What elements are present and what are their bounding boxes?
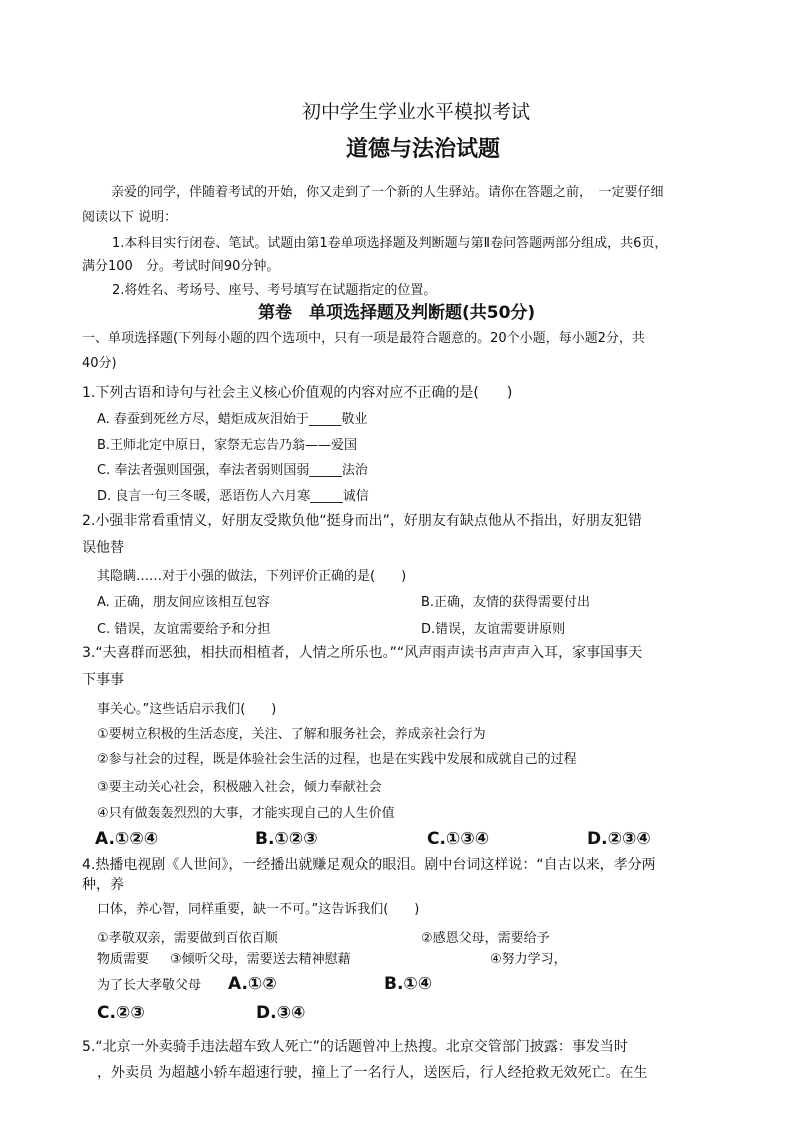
q4-option-c: C.②③ — [97, 1003, 145, 1023]
q5-stem-line-1: 5.“北京一外卖骑手违法超车致人死亡”的话题曾冲上热搜。北京交管部门披露：事发当时 — [82, 1039, 628, 1055]
q1-option-c: C. 奉法者强则国强，奉法者弱则国弱_____法治 — [97, 463, 368, 478]
q4-statement-2: ②感恩父母，需要给予 — [421, 931, 550, 946]
q3-option-d: D.②③④ — [587, 829, 651, 849]
q1-option-b: B.王师北定中原日，家祭无忘告乃翁——爱国 — [97, 438, 358, 453]
q1-option-a: A. 春蚕到死丝方尽，蜡炬成灰泪始于_____敬业 — [97, 412, 368, 427]
q4-statement-4: ④努力学习， — [490, 952, 567, 967]
q4-option-d: D.③④ — [256, 1003, 306, 1023]
q2-stem-line-1: 2.小强非常看重情义，好朋友受欺负他“挺身而出”，好朋友有缺点他从不指出，好朋友犯错 — [82, 513, 642, 529]
q3-statement-1: ①要树立积极的生活态度，关注、了解和服务社会，养成亲社会行为 — [97, 727, 486, 742]
q3-option-a: A.①②④ — [95, 829, 159, 849]
q3-option-c: C.①③④ — [427, 829, 490, 849]
q3-stem-line-1: 3.“夫喜群而恶独，相扶而相植者，人情之所乐也。”“风声雨声读书声声声入耳，家事国事天 — [82, 645, 643, 661]
q1-option-d: D. 良言一句三冬暖，恶语伤人六月寒_____诚信 — [97, 489, 369, 504]
note-1-line-2: 满分100 分。考试时间90分钟。 — [82, 259, 280, 274]
note-2: 2.将姓名、考场号、座号、考号填写在试题指定的位置。 — [112, 283, 437, 298]
q2-option-a: A. 正确，朋友间应该相互包容 — [97, 595, 270, 610]
q4-statement-2-continued: 物质需要 — [97, 952, 150, 967]
q4-statement-3: ③倾听父母，需要送去精神慰藉 — [170, 952, 351, 967]
q4-statement-1: ①孝敬双亲，需要做到百依百顺 — [97, 931, 278, 946]
q4-stem-line-1: 4.热播电视剧《人世间》，一经播出就赚足观众的眼泪。剧中台词这样说：“自古以来，孝分两 — [82, 857, 656, 873]
q4-option-b: B.①④ — [384, 974, 433, 994]
q2-stem-line-3: 其隐瞒……对于小强的做法，下列评价正确的是( ) — [97, 569, 407, 584]
intro-line-2: 阅读以下 说明： — [82, 210, 178, 225]
q3-statement-2: ②参与社会的过程，既是体验社会生活的过程，也是在实践中发展和成就自己的过程 — [97, 752, 577, 767]
exam-title: 初中学生学业水平模拟考试 — [302, 101, 531, 123]
q3-statement-3: ③要主动关心社会，积极融入社会，倾力奉献社会 — [97, 780, 382, 795]
q5-stem-line-2: ，外卖员 为超越小轿车超速行驶，撞上了一名行人，送医后，行人经抢救无效死亡。在生 — [97, 1065, 648, 1081]
q2-option-b: B.正确，友情的获得需要付出 — [421, 595, 591, 610]
exam-subtitle: 道德与法治试题 — [346, 137, 501, 162]
q2-stem-line-2: 误他替 — [82, 540, 124, 556]
q4-statement-4-continued: 为了长大孝敬父母 — [97, 978, 202, 993]
note-1-line-1: 1.本科目实行闭卷、笔试。试题由第1卷单项选择题及判断题与第Ⅱ卷问答题两部分组成，共6页， — [112, 236, 668, 251]
q3-stem-line-2: 下事事 — [82, 672, 124, 688]
q4-option-a: A.①② — [228, 974, 277, 994]
q3-stem-line-3: 事关心。”这些话启示我们( ) — [97, 702, 277, 717]
q3-statement-4: ④只有做轰轰烈烈的大事，才能实现自己的人生价值 — [97, 806, 395, 821]
q4-stem-line-3: 口体，养心智，同样重要，缺一不可。”这告诉我们( ) — [97, 902, 420, 917]
q4-stem-line-2: 种，养 — [82, 877, 124, 893]
part1-instructions-line-1: 一、单项选择题(下列每小题的四个选项中，只有一项是最符合题意的。20个小题，每小题2分，共 — [82, 331, 645, 346]
q2-option-c: C. 错误，友谊需要给予和分担 — [97, 622, 271, 637]
intro-line-1: 亲爱的同学，伴随着考试的开始，你又走到了一个新的人生驿站。请你在答题之前， 一定要仔细 — [111, 185, 664, 200]
q3-option-b: B.①②③ — [255, 829, 318, 849]
q1-stem: 1.下列古语和诗句与社会主义核心价值观的内容对应不正确的是( ) — [82, 385, 513, 401]
part1-instructions-line-2: 40分) — [82, 356, 117, 371]
q2-option-d: D.错误，友谊需要讲原则 — [421, 622, 566, 637]
section-title: 第卷 单项选择题及判断题(共50分) — [258, 303, 536, 323]
